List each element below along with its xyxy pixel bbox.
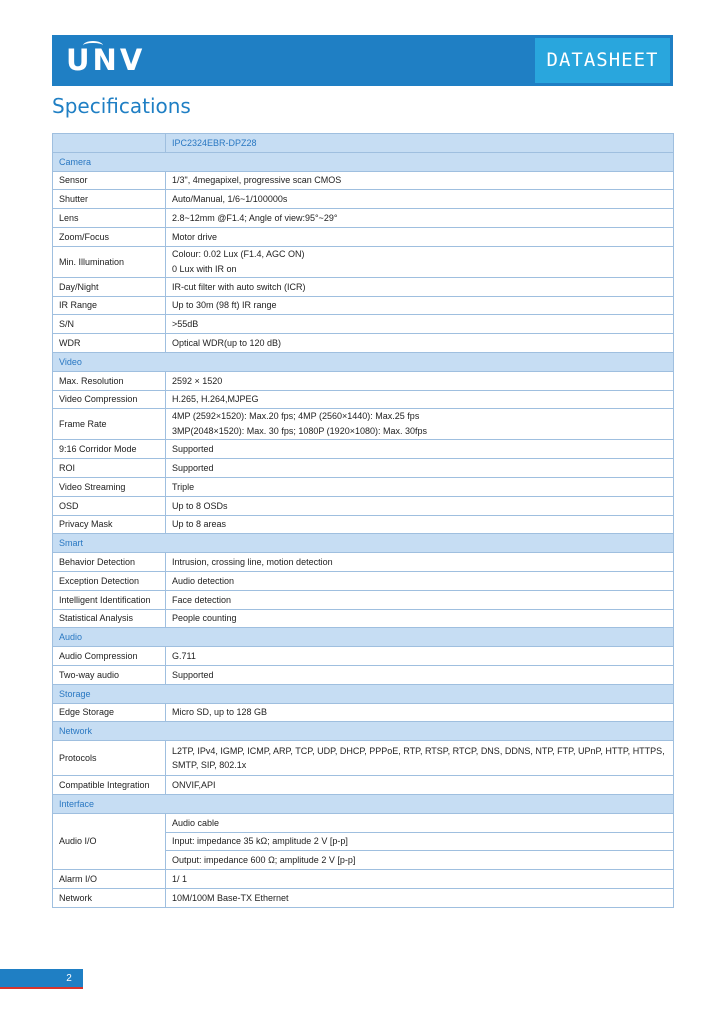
table-header-row <box>53 134 674 153</box>
table-row <box>53 227 674 246</box>
spec-key: Intelligent Identification <box>53 590 166 609</box>
table-row <box>53 813 674 832</box>
spec-key: OSD <box>53 496 166 515</box>
spec-table <box>52 133 674 908</box>
spec-key: IR Range <box>53 296 166 315</box>
table-row <box>53 440 674 459</box>
spec-key: WDR <box>53 334 166 353</box>
spec-value: >55dB <box>166 315 674 334</box>
table-row <box>53 277 674 296</box>
page-title: Specifications <box>52 94 191 118</box>
spec-key: Video Streaming <box>53 477 166 496</box>
spec-key: Audio I/O <box>53 813 166 869</box>
section-label: Camera <box>53 152 674 171</box>
table-row <box>53 315 674 334</box>
spec-value: G.711 <box>166 647 674 666</box>
spec-value: IR-cut filter with auto switch (ICR) <box>166 277 674 296</box>
table-row <box>53 703 674 722</box>
spec-key: Alarm I/O <box>53 870 166 889</box>
table-row <box>53 870 674 889</box>
spec-value: Audio detection <box>166 571 674 590</box>
table-row <box>53 741 674 776</box>
table-row <box>53 571 674 590</box>
header-banner <box>52 35 673 86</box>
section-label: Storage <box>53 684 674 703</box>
section-label: Interface <box>53 794 674 813</box>
datasheet-badge: DATASHEET <box>535 38 670 83</box>
spec-value: Face detection <box>166 590 674 609</box>
spec-key: Sensor <box>53 171 166 190</box>
spec-value <box>166 409 674 440</box>
spec-value: Up to 8 areas <box>166 515 674 534</box>
spec-value: Supported <box>166 665 674 684</box>
table-row <box>53 590 674 609</box>
spec-key: Min. Illumination <box>53 246 166 277</box>
spec-value: Supported <box>166 440 674 459</box>
section-storage <box>53 684 674 703</box>
spec-key: Compatible Integration <box>53 776 166 795</box>
spec-value: Audio cable <box>166 813 674 832</box>
spec-key: Network <box>53 888 166 907</box>
table-row <box>53 171 674 190</box>
header-blank-cell <box>53 134 166 153</box>
spec-value: Output: impedance 600 Ω; amplitude 2 V [p-p] <box>166 851 674 870</box>
spec-key: Day/Night <box>53 277 166 296</box>
table-row <box>53 371 674 390</box>
table-row <box>53 409 674 440</box>
spec-key: Audio Compression <box>53 647 166 666</box>
spec-value: Motor drive <box>166 227 674 246</box>
spec-key: Exception Detection <box>53 571 166 590</box>
section-audio <box>53 628 674 647</box>
spec-key: Zoom/Focus <box>53 227 166 246</box>
spec-value <box>166 246 674 277</box>
spec-key: Two-way audio <box>53 665 166 684</box>
spec-value: Intrusion, crossing line, motion detection <box>166 553 674 572</box>
page-number: 2 <box>66 973 72 984</box>
table-row <box>53 888 674 907</box>
table-row <box>53 609 674 628</box>
section-label: Audio <box>53 628 674 647</box>
spec-key: ROI <box>53 459 166 478</box>
spec-key: Privacy Mask <box>53 515 166 534</box>
section-video <box>53 352 674 371</box>
spec-value: Auto/Manual, 1/6~1/100000s <box>166 190 674 209</box>
table-row <box>53 496 674 515</box>
spec-value: 1/3", 4megapixel, progressive scan CMOS <box>166 171 674 190</box>
section-label: Video <box>53 352 674 371</box>
spec-key: Video Compression <box>53 390 166 409</box>
spec-value: Triple <box>166 477 674 496</box>
table-row <box>53 190 674 209</box>
spec-key: Protocols <box>53 741 166 776</box>
table-row <box>53 647 674 666</box>
table-row <box>53 390 674 409</box>
spec-value: 2.8~12mm @F1.4; Angle of view:95°~29° <box>166 209 674 228</box>
spec-value: ONVIF,API <box>166 776 674 795</box>
footer-accent-line <box>0 987 83 989</box>
table-row <box>53 209 674 228</box>
spec-value: Input: impedance 35 kΩ; amplitude 2 V [p-p] <box>166 832 674 851</box>
section-network <box>53 722 674 741</box>
spec-value: Micro SD, up to 128 GB <box>166 703 674 722</box>
section-label: Smart <box>53 534 674 553</box>
spec-value: Up to 30m (98 ft) IR range <box>166 296 674 315</box>
section-smart <box>53 534 674 553</box>
spec-value-line: 3MP(2048×1520): Max. 30 fps; 1080P (1920×1080): Max. 30fps <box>172 426 427 437</box>
table-row <box>53 553 674 572</box>
spec-key: Frame Rate <box>53 409 166 440</box>
spec-key: 9:16 Corridor Mode <box>53 440 166 459</box>
spec-value-line: 4MP (2592×1520): Max.20 fps; 4MP (2560×1440): Max.25 fps <box>172 411 420 422</box>
spec-key: Edge Storage <box>53 703 166 722</box>
spec-value-line: 0 Lux with IR on <box>172 263 237 274</box>
brand-logo: UNV <box>66 43 146 77</box>
spec-key: Statistical Analysis <box>53 609 166 628</box>
section-interface <box>53 794 674 813</box>
table-row <box>53 459 674 478</box>
table-row <box>53 776 674 795</box>
spec-key: Behavior Detection <box>53 553 166 572</box>
model-name: IPC2324EBR-DPZ28 <box>166 134 674 153</box>
spec-value: Up to 8 OSDs <box>166 496 674 515</box>
spec-key: S/N <box>53 315 166 334</box>
table-row <box>53 246 674 277</box>
spec-value: People counting <box>166 609 674 628</box>
spec-value: 1/ 1 <box>166 870 674 889</box>
table-row <box>53 515 674 534</box>
spec-value-line: Colour: 0.02 Lux (F1.4, AGC ON) <box>172 248 305 259</box>
spec-value: 10M/100M Base-TX Ethernet <box>166 888 674 907</box>
spec-key: Max. Resolution <box>53 371 166 390</box>
table-row <box>53 334 674 353</box>
table-row <box>53 665 674 684</box>
spec-key: Shutter <box>53 190 166 209</box>
spec-key: Lens <box>53 209 166 228</box>
table-row <box>53 477 674 496</box>
table-row <box>53 296 674 315</box>
spec-value: H.265, H.264,MJPEG <box>166 390 674 409</box>
spec-value: Supported <box>166 459 674 478</box>
spec-value: Optical WDR(up to 120 dB) <box>166 334 674 353</box>
section-label: Network <box>53 722 674 741</box>
spec-value: 2592 × 1520 <box>166 371 674 390</box>
section-camera <box>53 152 674 171</box>
spec-value: L2TP, IPv4, IGMP, ICMP, ARP, TCP, UDP, DHCP, PPPoE, RTP, RTSP, RTCP, DNS, DDNS, NTP, FTP, UPnP, HTTP, HTTPS, SMTP, SIP, 802.1x <box>166 741 674 776</box>
